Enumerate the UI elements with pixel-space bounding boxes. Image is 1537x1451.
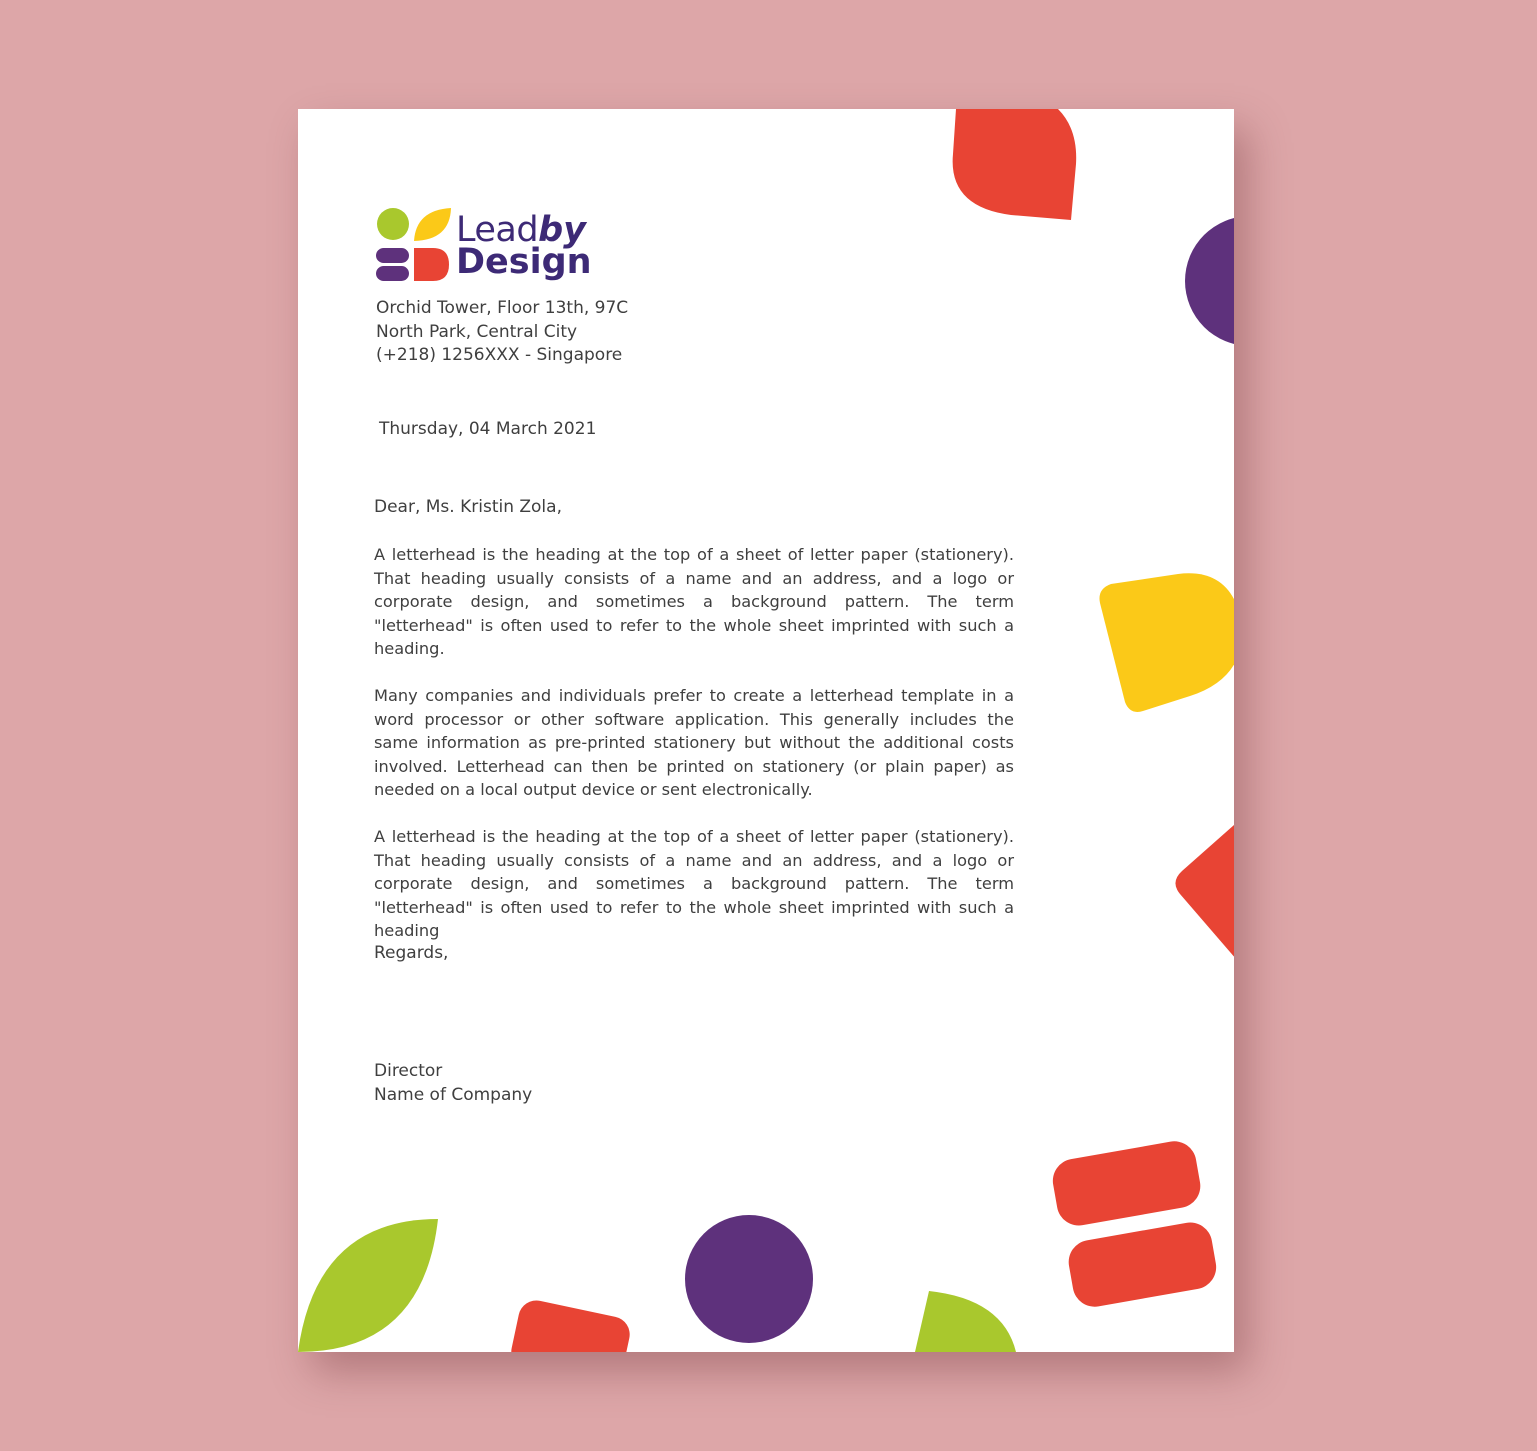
yellow-rounded-square-shape [1099, 573, 1234, 712]
red-triangle-shape-right [1175, 817, 1234, 967]
logo-mark-icon [376, 207, 454, 283]
red-pill-shape-upper [1049, 1138, 1203, 1229]
body-paragraph-1: A letterhead is the heading at the top of a sheet of letter paper (stationery). That heading usually consists of a name and an address, and a logo or corporate design, and sometimes a background pattern. The term "letterhead" is often used to refer to the whole sheet imprinted with such a heading. [374, 545, 1014, 658]
address-line-3: (+218) 1256XXX - Singapore [376, 345, 623, 365]
letter-closing: Regards, [374, 943, 449, 963]
letter-body [374, 543, 1014, 966]
signature-title: Director [374, 1061, 443, 1081]
purple-circle-shape [685, 1215, 813, 1343]
address-line-2: North Park, Central City [376, 321, 578, 342]
letter-date: Thursday, 04 March 2021 [379, 419, 597, 439]
body-paragraph-3: A letterhead is the heading at the top of a sheet of letter paper (stationery). That heading usually consists of a name and an address, and a logo or corporate design, and sometimes a background pattern. The term "letterhead" is often used to refer to the whole sheet imprinted with such a heading [374, 827, 1014, 940]
company-address [376, 297, 628, 368]
red-leaf-shape-top [953, 109, 1077, 220]
red-pill-shape-bottom [508, 1297, 633, 1352]
logo-word-by: by [538, 210, 586, 250]
logo-word-design: Design [456, 242, 592, 282]
signature-block [374, 1059, 532, 1107]
signature-company: Name of Company [374, 1085, 533, 1105]
logo-word-lead: Lead [456, 210, 539, 250]
purple-half-circle-shape [1185, 216, 1234, 346]
green-leaf-shape-left [298, 1219, 438, 1352]
green-quarter-shape [915, 1291, 1016, 1352]
address-line-1: Orchid Tower, Floor 13th, 97C [376, 298, 629, 318]
body-paragraph-2: Many companies and individuals prefer to create a letterhead template in a word processor or other software application. This generally includes the same information as pre-printed stationery but without the additional costs involved. Letterhead can then be printed on stationery (or plain paper) as needed on a local output device or sent electronically. [374, 686, 1014, 799]
company-logo [376, 207, 592, 283]
red-pill-shape-lower [1065, 1219, 1219, 1310]
letterhead-sheet [298, 109, 1234, 1352]
letter-greeting: Dear, Ms. Kristin Zola, [374, 497, 562, 517]
